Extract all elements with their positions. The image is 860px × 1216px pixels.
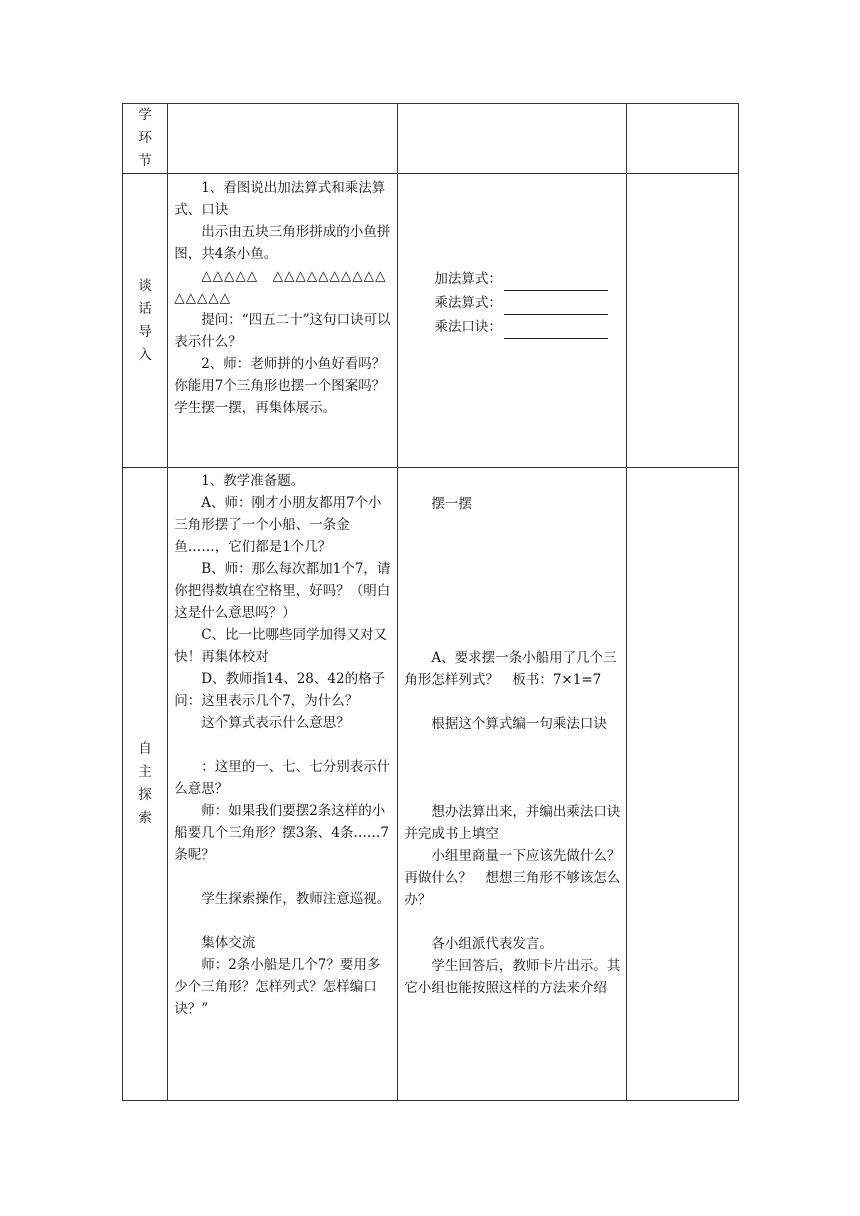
student-paragraph: 摆一摆	[431, 496, 472, 512]
talk-row	[123, 174, 739, 468]
teacher-paragraph: 1、看图说出加法算式和乘法算式、口诀	[174, 180, 386, 218]
header-row	[123, 104, 739, 174]
student-paragraph: 想办法算出来，并编出乘法口诀并完成书上填空	[404, 804, 621, 842]
label-char: 学	[138, 107, 152, 123]
rhyme-label: 乘法口诀：	[434, 319, 502, 335]
teacher-paragraph: 提问：“四五二十”这句口诀可以表示什么？	[174, 312, 391, 350]
label-char: 节	[138, 153, 152, 169]
student-paragraph: 各小组派代表发言。	[431, 936, 553, 952]
label-char: 索	[138, 810, 152, 826]
teacher-paragraph: 师：如果我们要摆2条这样的小船要几个三角形？摆3条、4条……7条呢？	[174, 803, 389, 863]
teacher-paragraph: ：这里的一、七、七分别表示什么意思？	[174, 759, 391, 797]
rhyme-line	[398, 315, 626, 339]
label-char: 主	[138, 764, 152, 780]
label-char: 谈	[138, 277, 152, 294]
addition-blank	[504, 274, 608, 291]
explore-student-cell	[398, 468, 627, 1101]
label-char: 自	[138, 741, 152, 757]
stage-label-talk	[123, 174, 168, 468]
student-paragraph: 学生回答后，教师卡片出示。其它小组也能按照这样的方法来介绍	[404, 958, 621, 996]
stage-label-header	[123, 104, 168, 174]
talk-notes-cell	[627, 174, 739, 468]
teacher-paragraph: D、教师指14、28、42的格子问：这里表示几个7，为什么？	[174, 671, 386, 709]
header-student-cell	[398, 104, 627, 174]
explore-notes-cell	[627, 468, 739, 1101]
student-paragraph: A、要求摆一条小船用了几个三角形怎样列式？ 板书：7×1=7	[404, 650, 617, 688]
teacher-paragraph: 出示由五块三角形拼成的小鱼拼图，共4条小鱼。	[174, 224, 391, 262]
teacher-paragraph: B、师：那么每次都加1个7，请你把得数填在空格里，好吗？（明白这是什么意思吗？）	[174, 561, 391, 621]
explore-teacher-cell	[168, 468, 398, 1101]
talk-student-cell	[398, 174, 627, 468]
teacher-paragraph: A、师：刚才小朋友都用7个小三角形摆了一个小船、一条金鱼……，它们都是1个几？	[174, 495, 382, 555]
stage-label-explore	[123, 468, 168, 1101]
label-char: 话	[138, 300, 152, 317]
header-notes-cell	[627, 104, 739, 174]
explore-row	[123, 468, 739, 1101]
lesson-plan-table	[122, 103, 739, 1101]
label-char: 入	[138, 346, 152, 363]
teacher-paragraph: C、比一比哪些同学加得又对又快！再集体校对	[174, 627, 388, 665]
label-char: 导	[138, 323, 152, 340]
addition-label: 加法算式：	[434, 271, 502, 287]
header-teacher-cell	[168, 104, 398, 174]
multiplication-blank	[504, 298, 608, 315]
addition-formula-line	[398, 267, 626, 291]
label-char: 探	[138, 787, 152, 803]
teacher-paragraph: 2、师：老师拼的小鱼好看吗？你能用7个三角形也摆一个图案吗？学生摆一摆，再集体展示。	[174, 356, 386, 416]
label-char: 环	[138, 130, 152, 146]
student-paragraph: 根据这个算式编一句乘法口诀	[431, 716, 607, 732]
rhyme-blank	[504, 322, 608, 339]
triangle-rows: △△△△△ △△△△△△△△△△ △△△△△	[174, 268, 401, 306]
teacher-paragraph: 师：2条小船是几个7？要用多少个三角形？怎样列式？怎样编口诀？”	[174, 957, 381, 1017]
teacher-paragraph: 1、教学准备题。	[201, 473, 305, 489]
teacher-paragraph: 学生探索操作，教师注意巡视。	[201, 891, 391, 907]
teacher-paragraph: 集体交流	[201, 935, 256, 951]
multiplication-label: 乘法算式：	[434, 295, 502, 311]
student-paragraph: 小组里商量一下应该先做什么？再做什么？ 想想三角形不够该怎么办？	[404, 848, 621, 908]
multiplication-formula-line	[398, 291, 626, 315]
teacher-paragraph: 这个算式表示什么意思？	[201, 715, 350, 731]
talk-teacher-cell	[168, 174, 401, 468]
